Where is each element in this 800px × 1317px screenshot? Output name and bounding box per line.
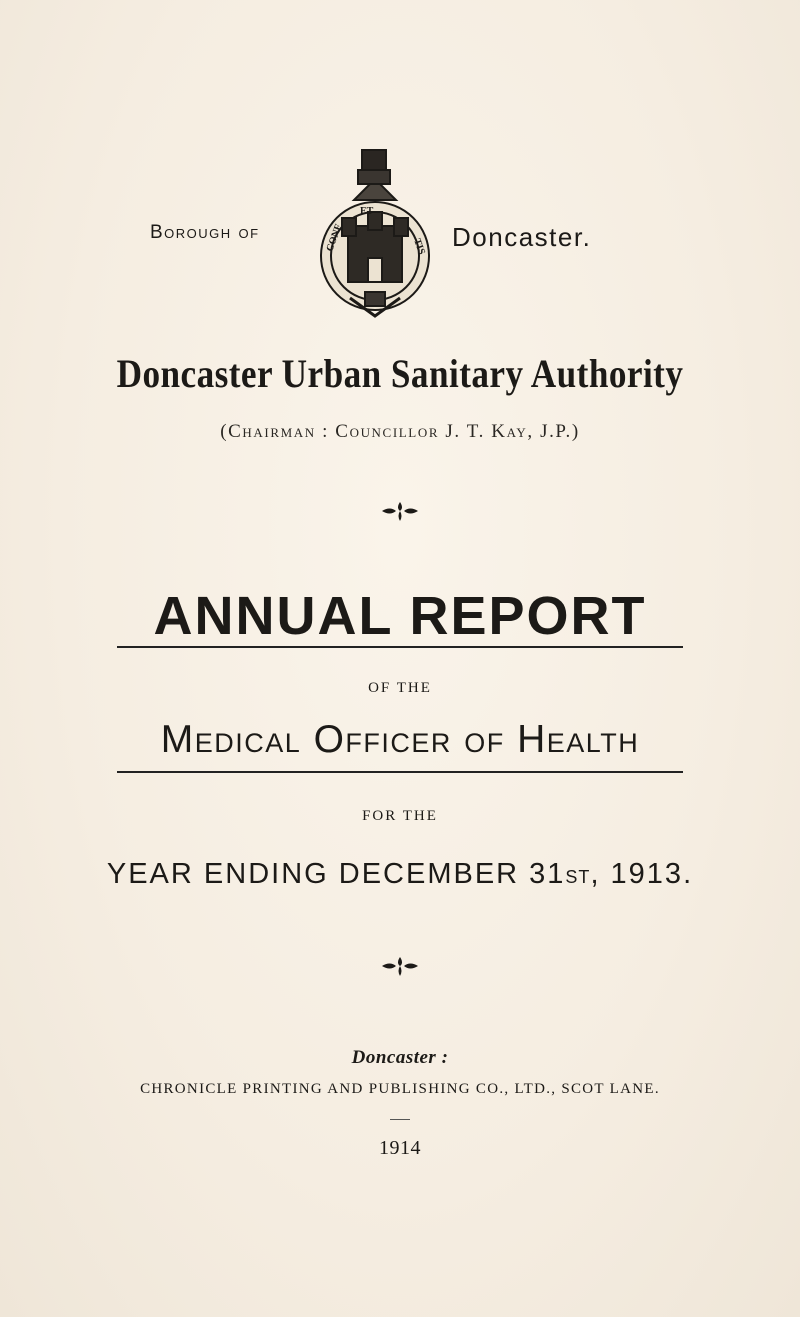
- chairman-line: (Chairman : Councillor J. T. Kay, J.P.): [220, 421, 580, 442]
- svg-text:CONF: CONF: [324, 222, 345, 254]
- of-the-label: OF THE: [368, 680, 432, 696]
- imprint-printer: CHRONICLE PRINTING AND PUBLISHING CO., LTD., SCOT LANE.: [140, 1081, 660, 1097]
- borough-label: Borough of: [150, 222, 260, 243]
- imprint-year: 1914: [379, 1137, 421, 1159]
- town-label: Doncaster.: [452, 222, 592, 252]
- imprint-place: Doncaster :: [351, 1047, 449, 1068]
- for-the-label: FOR THE: [362, 808, 438, 824]
- svg-text:TIS: TIS: [411, 237, 428, 257]
- title-underline: [117, 646, 683, 648]
- ordinal-suffix: ST: [565, 867, 591, 887]
- year-ending-main: YEAR ENDING DECEMBER 31: [106, 858, 566, 890]
- authority-title: Doncaster Urban Sanitary Authority: [116, 351, 684, 396]
- ornament-divider-icon: [380, 500, 420, 522]
- borough-crest-icon: [310, 148, 440, 320]
- officer-title: Medical Officer of Health: [160, 718, 640, 761]
- officer-underline: [117, 771, 683, 773]
- ornament-divider-icon: [380, 955, 420, 977]
- imprint-dash: [390, 1119, 410, 1120]
- year-ending-line: [0, 858, 800, 891]
- year-ending-tail: , 1913.: [590, 858, 694, 890]
- svg-text:ET: ET: [360, 206, 374, 217]
- report-title: ANNUAL REPORT: [153, 586, 647, 646]
